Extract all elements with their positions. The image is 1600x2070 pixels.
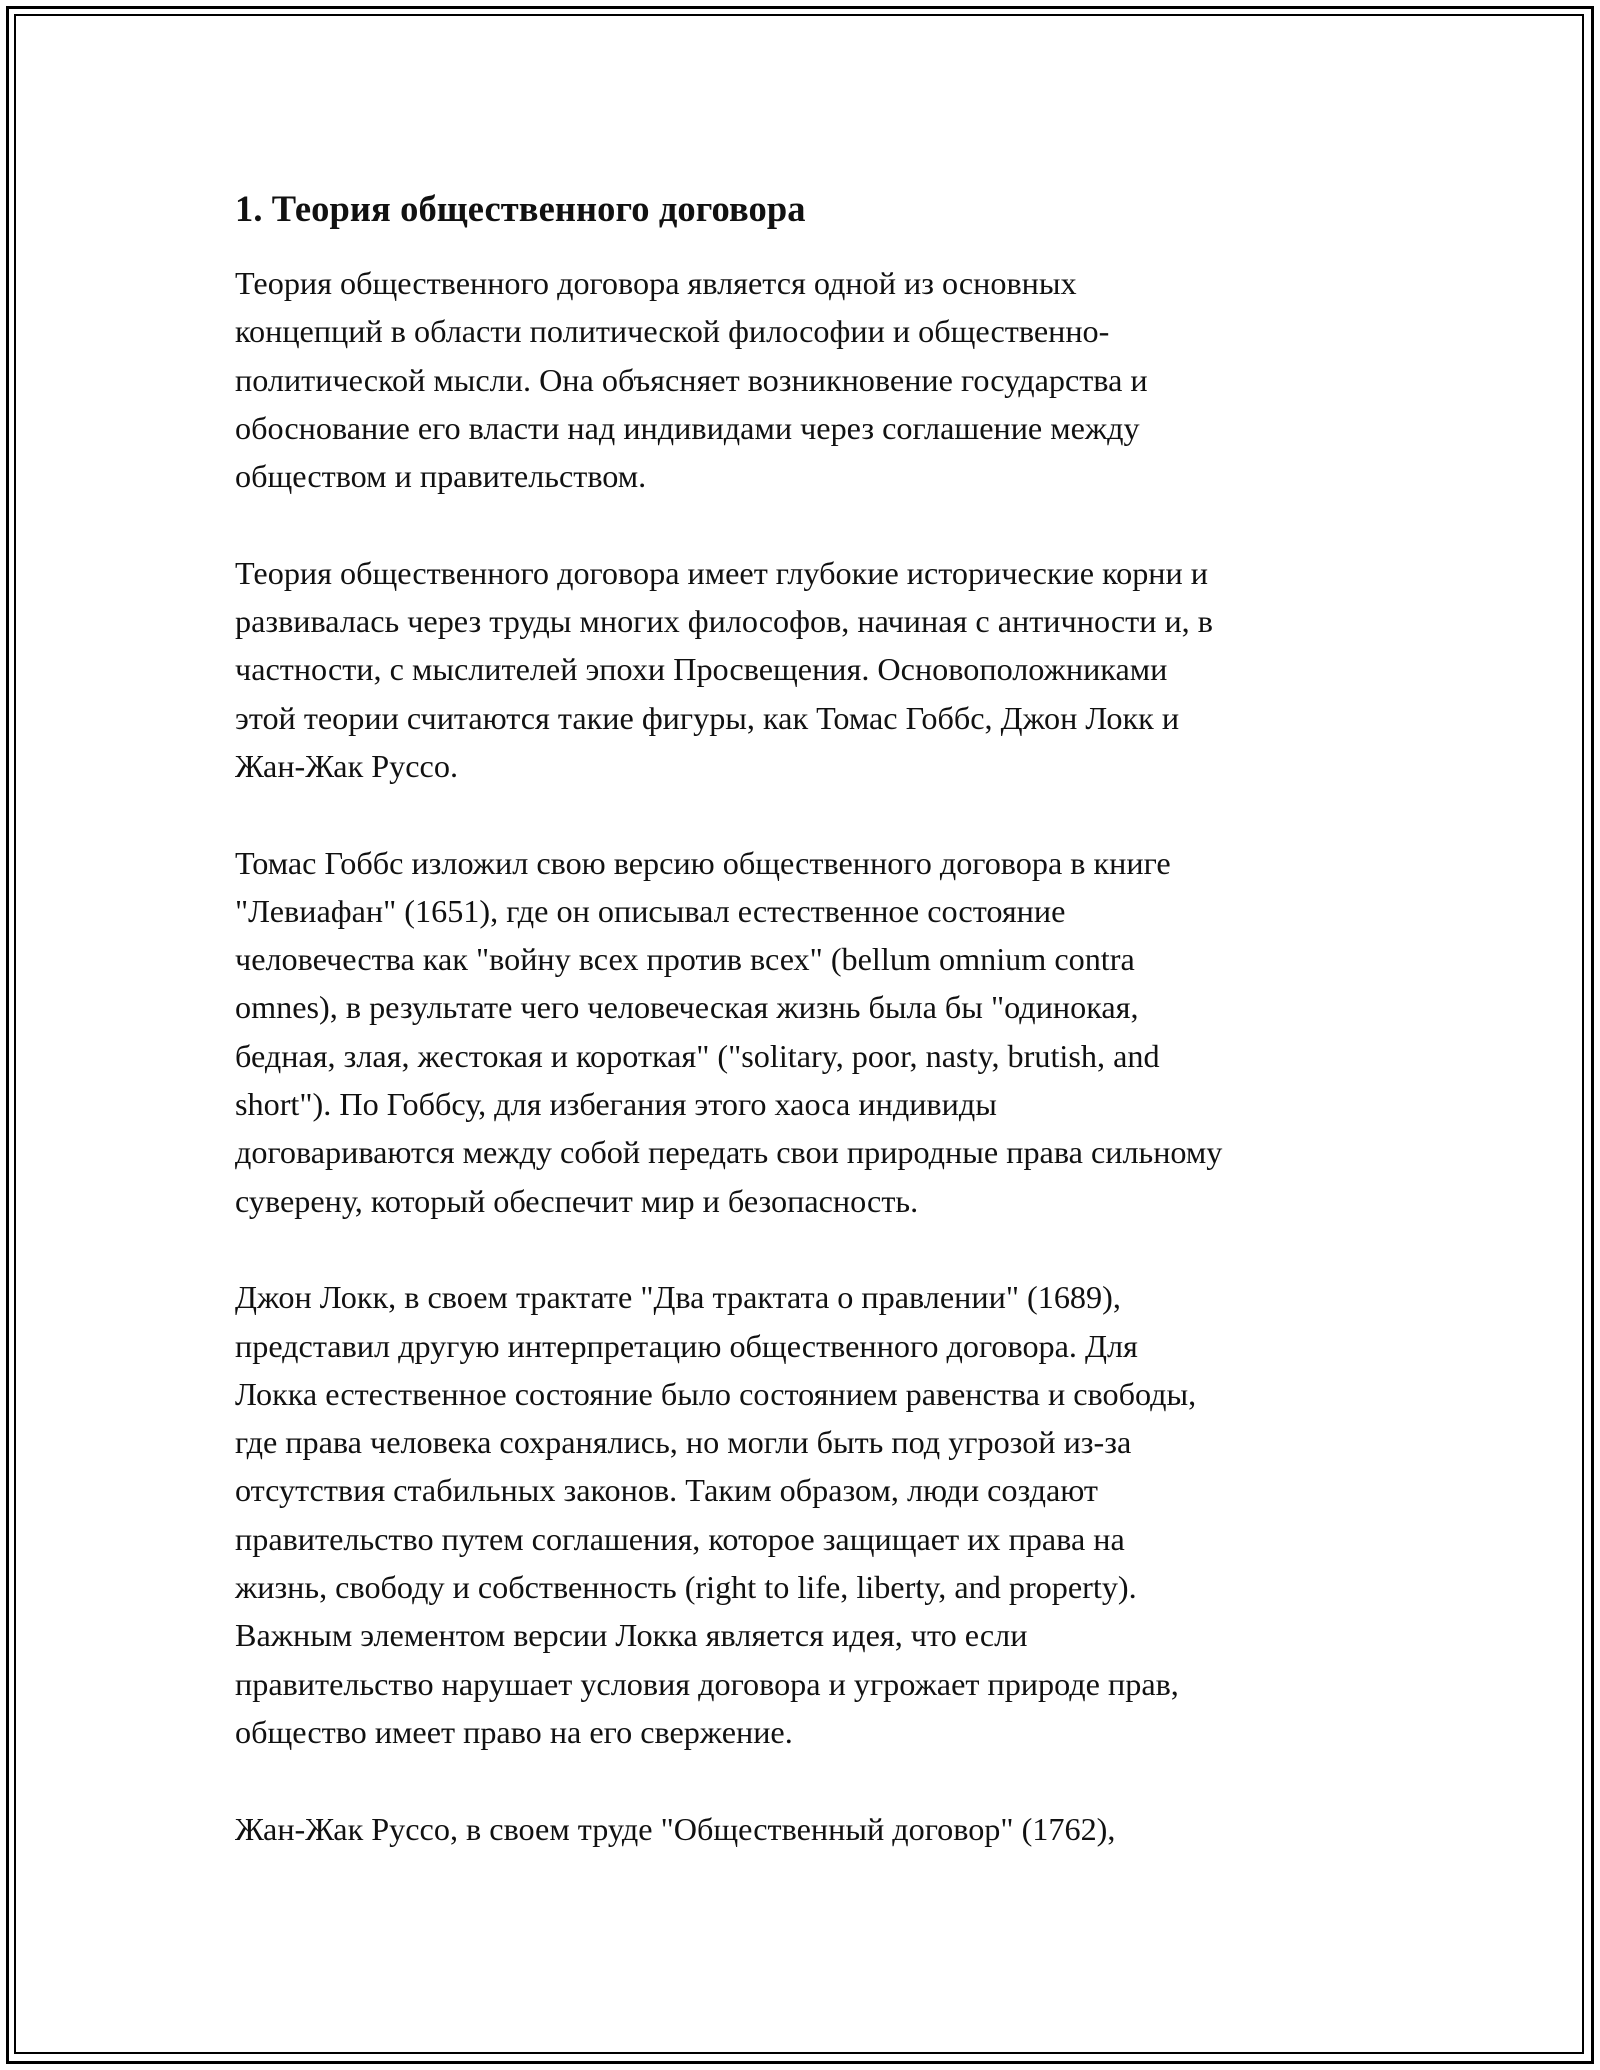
text-line: short"). По Гоббсу, для избегания этого хаоса индивиды [235,1086,997,1123]
text-line: обществом и правительством. [235,458,647,495]
text-line: договариваются между собой передать свои природные права сильному [235,1134,1223,1171]
paragraph [235,1805,1385,1853]
text-line: Жан-Жак Руссо. [235,747,458,784]
text-line: "Левиафан" (1651), где он описывал естественное состояние [235,892,1066,929]
text-line: частности, с мыслителей эпохи Просвещения. Основоположниками [235,651,1168,688]
paragraph [235,259,1385,500]
document-body [235,185,1385,1901]
text-line: правительство путем соглашения, которое защищает их права на [235,1520,1125,1557]
text-line: концепций в области политической философии и общественно- [235,313,1110,350]
text-line: где права человека сохранялись, но могли быть под угрозой из-за [235,1424,1132,1461]
text-line: этой теории считаются такие фигуры, как Томас Гоббс, Джон Локк и [235,699,1180,736]
text-line: жизнь, свободу и собственность (right to life, liberty, and property). [235,1569,1137,1606]
text-line: Джон Локк, в своем трактате "Два трактата о правлении" (1689), [235,1279,1121,1316]
text-line: Теория общественного договора является одной из основных [235,265,1077,301]
text-line: политической мысли. Она объясняет возникновение государства и [235,361,1148,398]
text-line: Томас Гоббс изложил свою версию общественного договора в книге [235,844,1171,881]
text-line: развивалась через труды многих философов, начиная с античности и, в [235,603,1213,640]
paragraph [235,839,1385,1225]
text-line: суверену, который обеспечит мир и безопасность. [235,1182,919,1219]
text-line: бедная, злая, жестокая и короткая" ("solitary, poor, nasty, brutish, and [235,1037,1160,1074]
text-line: отсутствия стабильных законов. Таким образом, люди создают [235,1472,1098,1509]
text-line: Важным элементом версии Локка является идея, что если [235,1617,1028,1654]
paragraph [235,1273,1385,1756]
paragraph-list [235,259,1385,1853]
text-line: представил другую интерпретацию общественного договора. Для [235,1327,1138,1364]
text-line: правительство нарушает условия договора и угрожает природе прав, [235,1665,1179,1702]
text-line: обоснование его власти над индивидами через соглашение между [235,409,1140,446]
text-line: Жан-Жак Руссо, в своем труде "Общественный договор" (1762), [235,1810,1116,1847]
text-line: omnes), в результате чего человеческая жизнь была бы "одинокая, [235,989,1139,1026]
paragraph [235,549,1385,790]
section-heading: 1. Теория общественного договора [235,188,806,229]
text-line: Локка естественное состояние было состоянием равенства и свободы, [235,1375,1197,1412]
text-line: общество имеет право на его свержение. [235,1713,793,1750]
text-line: человечества как "войну всех против всех" (bellum omnium contra [235,941,1135,978]
text-line: Теория общественного договора имеет глубокие исторические корни и [235,554,1209,591]
